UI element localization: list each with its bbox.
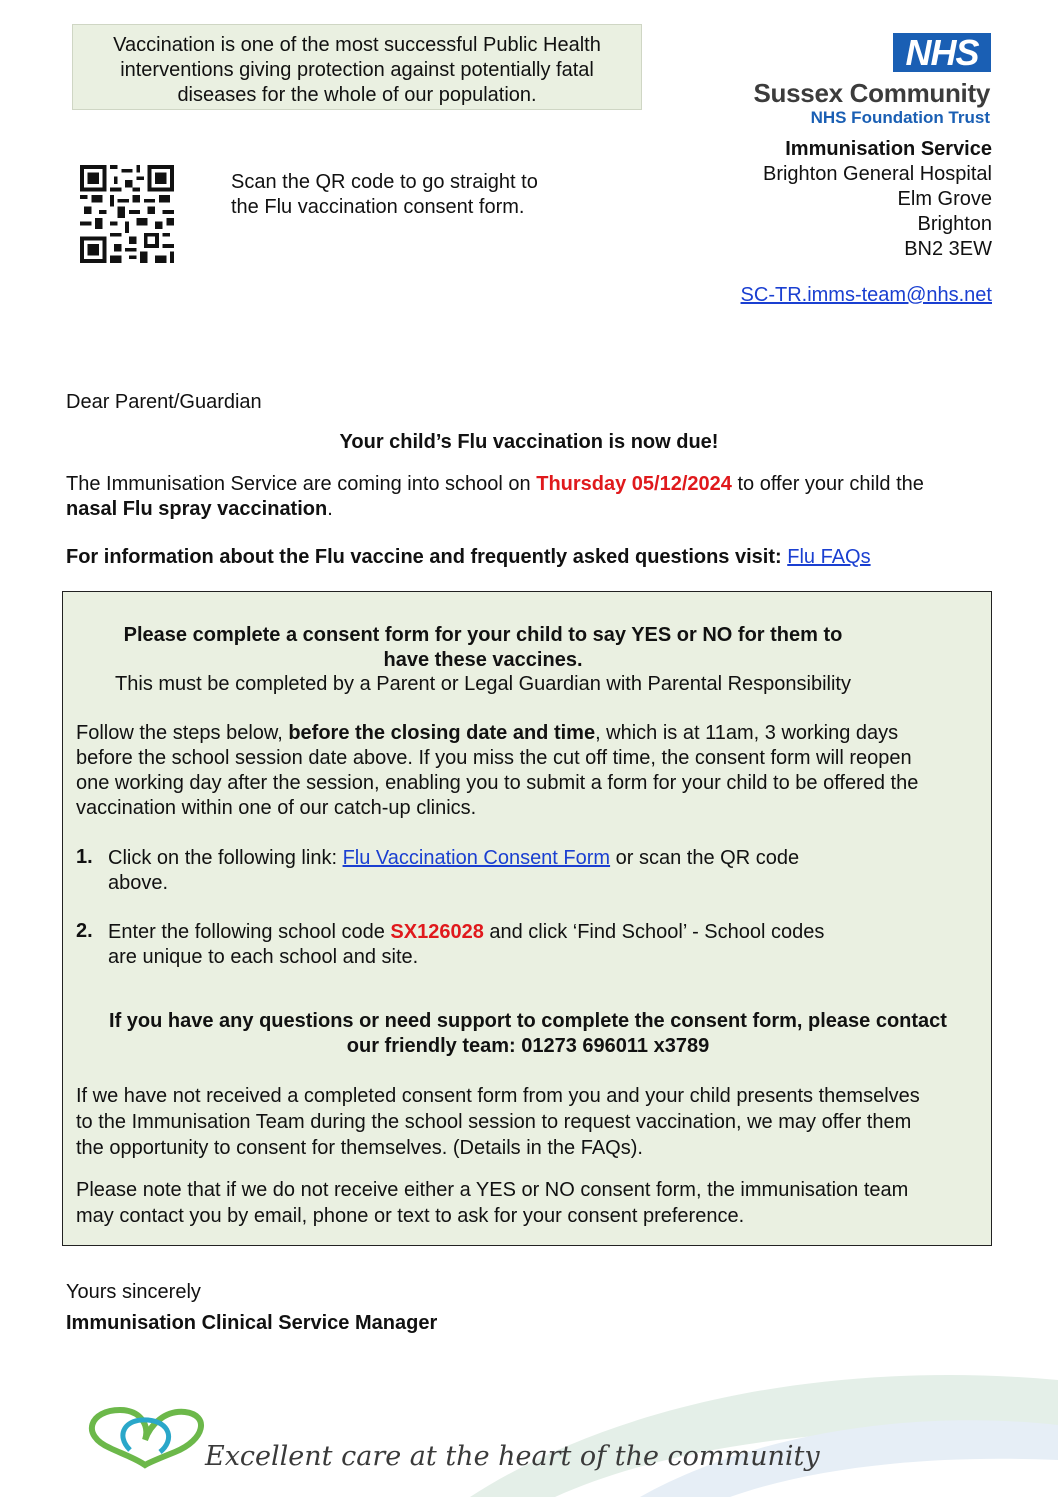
consent-form-link[interactable]: Flu Vaccination Consent Form	[342, 847, 611, 869]
org-name: Sussex Community	[753, 78, 990, 108]
footer-tagline: Excellent care at the heart of the community	[205, 1441, 820, 1472]
qr-code-icon[interactable]	[80, 165, 174, 263]
signatory: Immunisation Clinical Service Manager	[66, 1312, 438, 1334]
steps-intro: Follow the steps below, before the closing date and time, which is at 11am, 3 working days before the school session date above. If you miss the cut off time, the consent form will reopen one working day after the session, enabling you to submit a form for your child to be offered the vaccination within one of our catch-up clinics.	[76, 722, 919, 819]
flu-faqs-link[interactable]: Flu FAQs	[787, 546, 871, 568]
service-name: Immunisation Service	[785, 138, 992, 160]
address-line-2: Elm Grove	[897, 188, 992, 210]
step-1-number: 1.	[76, 846, 93, 868]
closing-date-emphasis: before the closing date and time	[288, 722, 596, 744]
org-subtitle: NHS Foundation Trust	[810, 108, 990, 127]
session-paragraph: The Immunisation Service are coming into school on Thursday 05/12/2024 to offer your child the nasal Flu spray vaccination.	[66, 473, 924, 520]
step-1: Click on the following link: Flu Vaccination Consent Form or scan the QR code above.	[108, 847, 800, 894]
consent-title: Please complete a consent form for your child to say YES or NO for them to have these vaccines.	[123, 624, 843, 671]
footer-graphic	[0, 1340, 1058, 1497]
email-link[interactable]: SC-TR.imms-team@nhs.net	[740, 284, 992, 306]
step-2: Enter the following school code SX126028 and click ‘Find School’ - School codes are unique to each school and site.	[108, 921, 825, 968]
contact-info: If you have any questions or need support to complete the consent form, please contact our friendly team: 01273 696011 x3789	[109, 1010, 947, 1057]
address-postcode: BN2 3EW	[904, 238, 992, 260]
faq-line: For information about the Flu vaccine and frequently asked questions visit: Flu FAQs	[66, 546, 871, 568]
vaccine-name: nasal Flu spray vaccination	[66, 498, 328, 520]
letter-heading: Your child’s Flu vaccination is now due!	[339, 431, 719, 453]
address-line-1: Brighton General Hospital	[762, 163, 992, 185]
school-code: SX126028	[390, 921, 484, 943]
note-paragraph: Please note that if we do not receive either a YES or NO consent form, the immunisation team may contact you by email, phone or text to ask for your consent preference.	[76, 1179, 909, 1227]
address-block	[763, 137, 992, 262]
closing: Yours sincerely	[66, 1281, 201, 1303]
nhs-logo: NHS	[893, 33, 991, 72]
intro-line-3: diseases for the whole of our population.	[177, 84, 537, 106]
intro-line-2: interventions giving protection against potentially fatal	[120, 59, 594, 81]
address-line-3: Brighton	[917, 213, 992, 235]
step-2-number: 2.	[76, 920, 93, 942]
intro-line-1: Vaccination is one of the most successful Public Health	[113, 34, 601, 56]
qr-instructions: Scan the QR code to go straight to the Flu vaccination consent form.	[231, 171, 538, 218]
greeting: Dear Parent/Guardian	[66, 391, 262, 413]
intro-box	[72, 24, 642, 110]
session-date: Thursday 05/12/2024	[536, 473, 732, 495]
consent-subtitle: This must be completed by a Parent or Legal Guardian with Parental Responsibility	[115, 673, 851, 695]
consent-box	[62, 591, 992, 1246]
self-consent-paragraph: If we have not received a completed consent form from you and your child presents themselves to the Immunisation Team during the school session to request vaccination, we may offer them the opportunity to consent for themselves. (Details in the FAQs).	[76, 1085, 920, 1159]
heart-logo-icon	[92, 1410, 201, 1465]
